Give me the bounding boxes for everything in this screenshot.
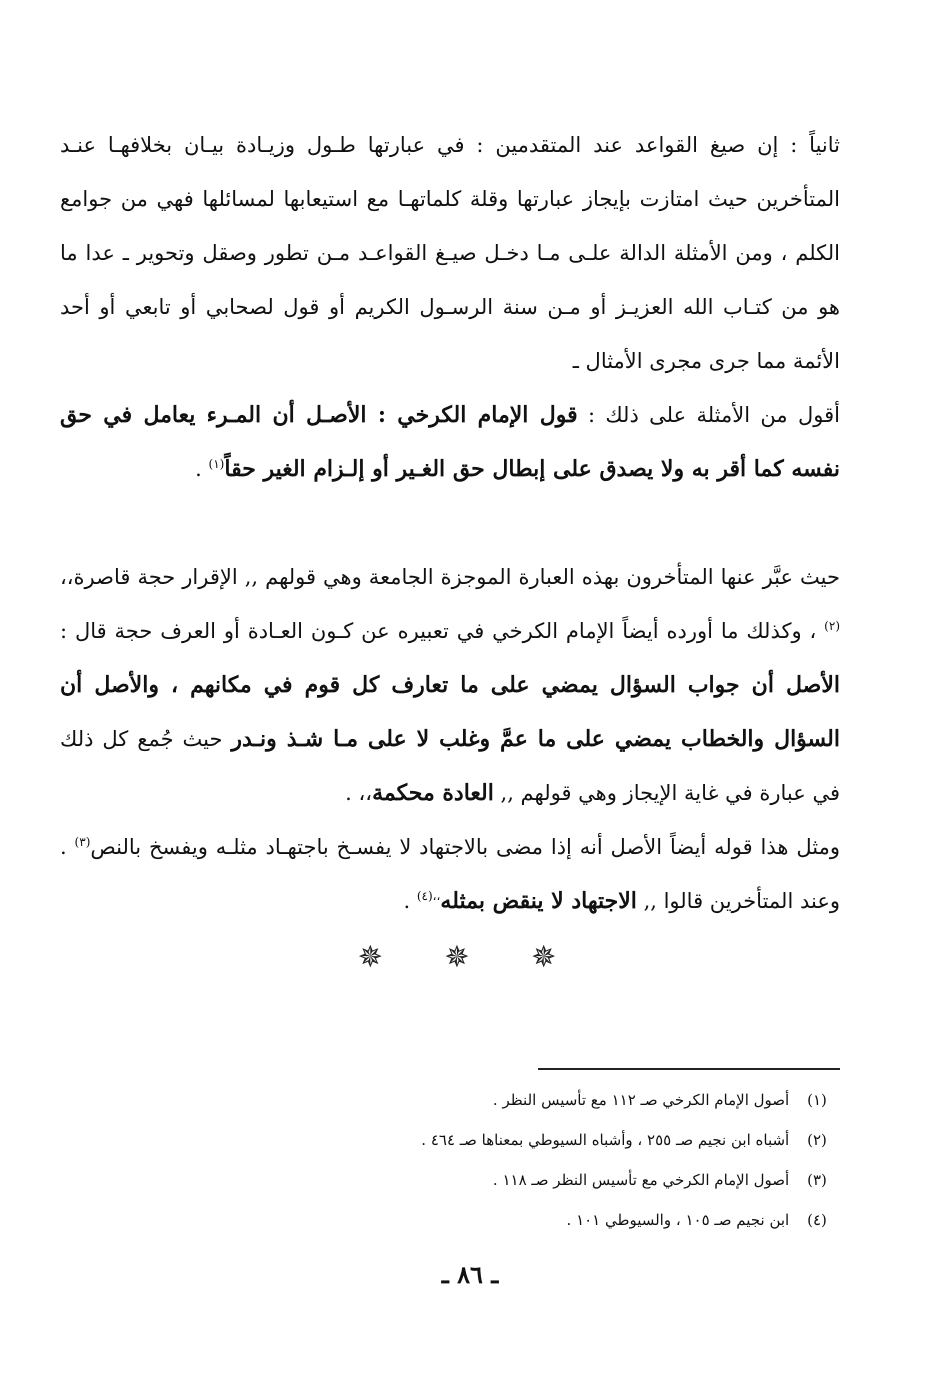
body-text: ومثل هذا قوله أيضاً الأصل أنه إذا مضى بالاجتهاد لا يفسـخ باجتهـاد مثلـه ويفسخ بالنص (90, 835, 840, 859)
paragraph-ijtihad (60, 820, 840, 928)
footnote (100, 1200, 840, 1240)
footnote-ref-2[interactable]: (٢) (824, 619, 840, 633)
intro-text: أقول من الأمثلة على ذلك : (587, 403, 840, 427)
section-separator-stars: ✵ ✵ ✵ (357, 940, 583, 975)
sentence-end: . (195, 457, 209, 481)
footnote-ref-4[interactable]: ،،(٤) (416, 889, 441, 903)
footnote-text: أشباه ابن نجيم صـ ٢٥٥ ، وأشباه السيوطي بمعناها صـ ٤٦٤ . (421, 1131, 790, 1149)
footnote-number: (٢) (807, 1131, 827, 1149)
body-text: ، وكذلك ما أورده أيضاً الإمام الكرخي في تعبيره عن كـون العـادة أو العرف حجة قال : (60, 619, 825, 643)
footnote-text: ابن نجيم صـ ١٠٥ ، والسيوطي ١٠١ . (566, 1211, 790, 1229)
body-text: حيث عبَّر عنها المتأخرون بهذه العبارة الموجزة الجامعة وهي قولهم ,, الإقرار حجة قاصرة،، (60, 565, 840, 589)
bold-quote: الأصل أن جواب السؤال يمضي على ما تعارف كل قوم في مكانهم ، والأصل أن السؤال والخطاب يمضي على ما عمَّ وغلب لا على مـا شـذ ونـدر (60, 672, 840, 752)
bold-maxim: العادة محكمة (372, 780, 494, 806)
footnote-ref-1[interactable]: (١) (208, 457, 225, 471)
sentence-end: . (403, 889, 417, 913)
bold-quote: قول الإمام الكرخي : الأصـل أن المـرء يعامل في حق نفسه كما أقر به ولا يصدق على إبطال حق الغـير أو إلـزام الغير حقاً (60, 402, 840, 482)
footnote-number: (١) (807, 1091, 827, 1109)
paragraph-later-scholars (60, 550, 840, 820)
footnote (100, 1160, 840, 1200)
footnote-number: (٣) (807, 1171, 827, 1189)
body-text: . وعند المتأخرين قالوا ,, (60, 835, 840, 913)
paragraph-text: ثانياً : إن صيغ القواعد عند المتقدمين : في عبارتها طـول وزيـادة بيـان بخلافهـا عنـد المتأخرين حيث امتازت بإيجاز عبارتها وقلة كلماتهـا مع استيعابها لمسائلها فهي من جوامع الكلم ، ومن الأمثلة الدالة علـى مـا دخـل صيـغ القواعـد مـن تطور وصقل وتحوير ـ عدا ما هو من كتـاب الله العزيـز أو مـن سنة الرسـول الكريم أو قول لصحابي أو تابعي أو أحد الأئمة مما جرى مجرى الأمثال ـ (60, 133, 840, 373)
body-text: حيث جُمع كل ذلك في عبارة في غاية الإيجاز وهي قولهم ,, (60, 727, 840, 805)
footnote-text: أصول الإمام الكرخي مع تأسيس النظر صـ ١١٨ . (492, 1171, 790, 1189)
footnote-ref-3[interactable]: (٣) (74, 835, 91, 849)
sentence-end: ،، . (345, 781, 373, 805)
bold-maxim: الاجتهاد لا ينقض بمثله (440, 888, 637, 914)
paragraph-karkhi-rule (60, 388, 840, 496)
footnotes (100, 1080, 840, 1240)
footnote-text: أصول الإمام الكرخي صـ ١١٢ مع تأسيس النظر . (492, 1091, 790, 1109)
footnote (100, 1120, 840, 1160)
page-number: ـ ٨٦ ـ (441, 1260, 499, 1289)
footnote-number: (٤) (807, 1211, 827, 1229)
paragraph-secondly (60, 118, 840, 388)
footnote-divider (538, 1068, 840, 1070)
footnote (100, 1080, 840, 1120)
